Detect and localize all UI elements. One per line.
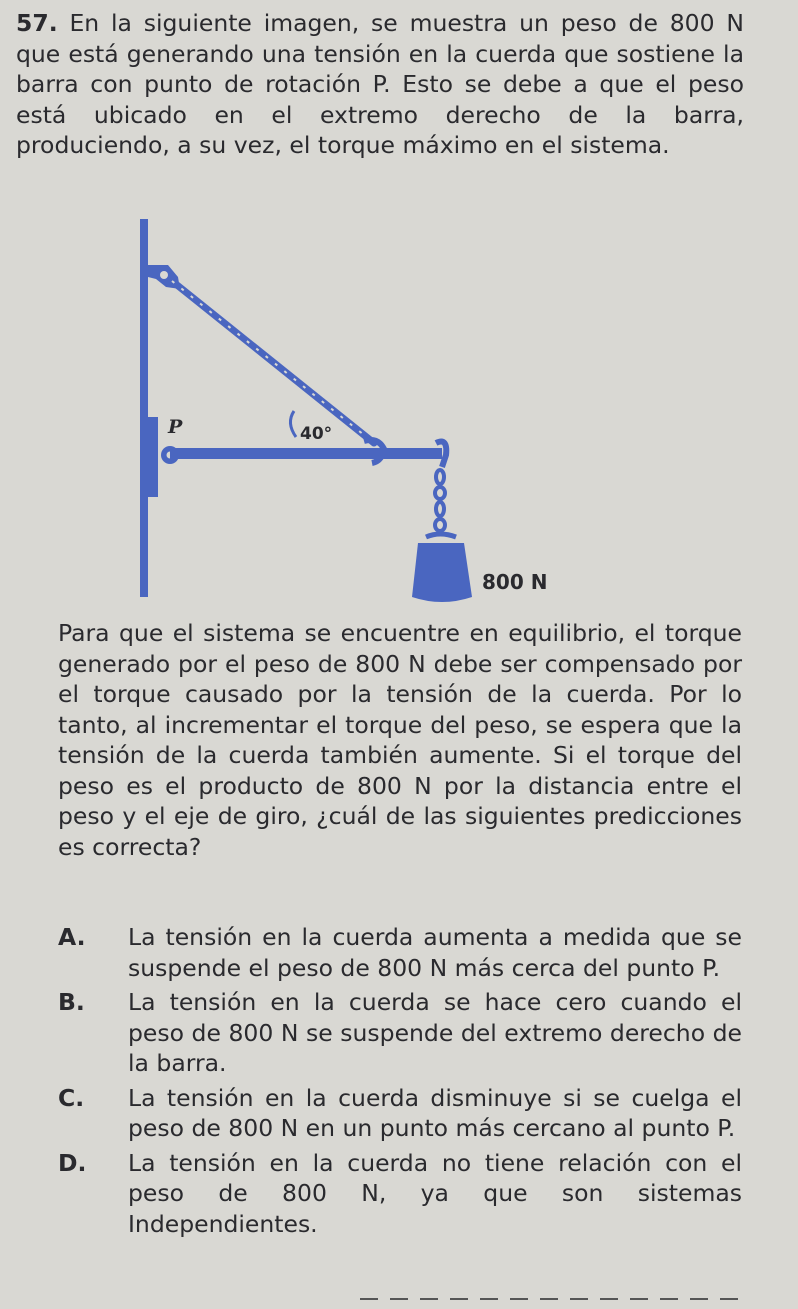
- question-body: Para que el sistema se encuentre en equilibrio, el torque generado por el peso de 800 N debe ser compensado por el torque causado por la tensión de la cuerda. Por lo tanto, al incrementar el torque del peso, se espera que la tensión de la cuerda también aumente. Si el torque del peso es el producto de 800 N por la distancia entre el peso y el eje de giro, ¿cuál de las siguientes predicciones es correcta?: [58, 619, 742, 861]
- option-text: La tensión en la cuerda se hace cero cuando el peso de 800 N se suspende del extremo derecho de la barra.: [128, 988, 742, 1077]
- weight-label: 800 N: [482, 570, 548, 594]
- pivot-bracket: [148, 417, 158, 497]
- pivot-label: P: [168, 416, 183, 438]
- weight-handle: [426, 534, 456, 537]
- option-text: La tensión en la cuerda disminuye si se cuelga el peso de 800 N en un punto más cercano al punto P.: [128, 1083, 742, 1142]
- question-intro: [16, 8, 744, 161]
- wall: [140, 219, 148, 597]
- option-text: La tensión en la cuerda no tiene relación con el peso de 800 N, ya que son sistemas Independientes.: [128, 1148, 742, 1238]
- lever-diagram: [120, 205, 600, 615]
- question-number: 57.: [16, 9, 58, 37]
- option-letter: B.: [58, 988, 85, 1016]
- bar: [170, 448, 442, 459]
- option-letter: D.: [58, 1148, 87, 1177]
- angle-label: 40°: [300, 424, 333, 444]
- option-b[interactable]: [58, 987, 742, 1079]
- footer-dashes: [360, 1296, 740, 1302]
- option-d[interactable]: [58, 1148, 742, 1240]
- answer-options: [58, 922, 742, 1243]
- question-intro-text: En la siguiente imagen, se muestra un peso de 800 N que está generando una tensión en la cuerda que sostiene la barra con punto de rotación P. Esto se debe a que el peso está ubicado en el extremo derecho de la barra, produciendo, a su vez, el torque máximo en el sistema.: [16, 9, 744, 159]
- hanging-chain: [435, 470, 445, 531]
- option-c[interactable]: [58, 1083, 742, 1144]
- angle-arc: [290, 411, 296, 437]
- option-text: La tensión en la cuerda aumenta a medida que se suspende el peso de 800 N más cerca del punto P.: [128, 923, 742, 982]
- anchor-hole: [160, 271, 168, 279]
- option-letter: C.: [58, 1083, 85, 1112]
- option-letter: A.: [58, 923, 86, 951]
- weight-block: [412, 543, 472, 602]
- option-a[interactable]: [58, 922, 742, 983]
